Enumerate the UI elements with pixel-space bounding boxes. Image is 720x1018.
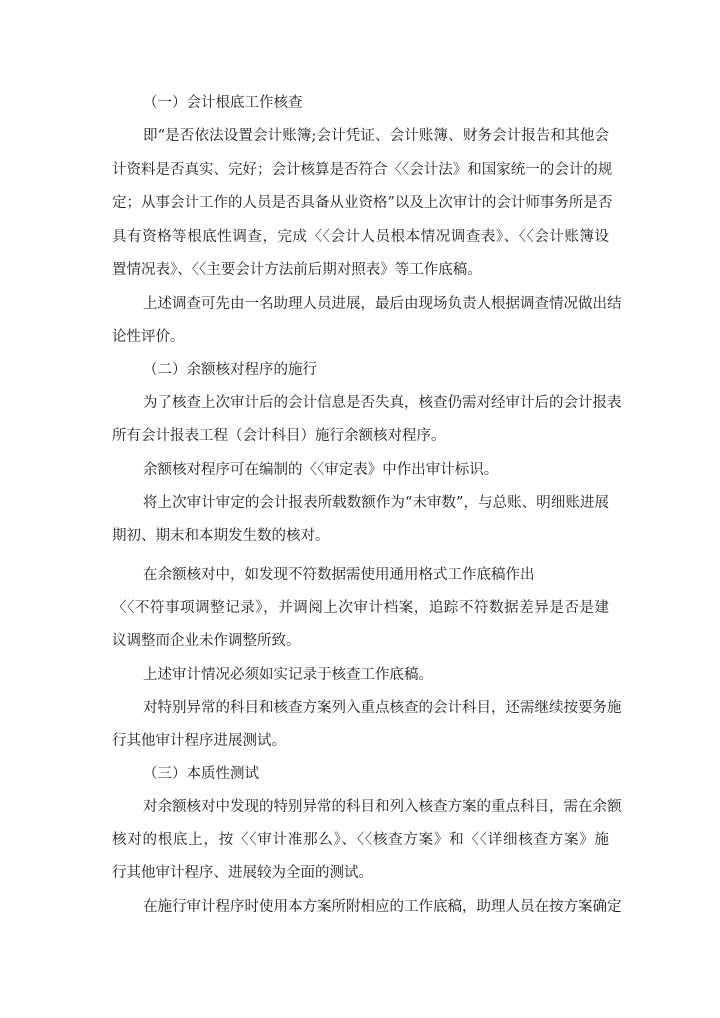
- text-line: 核对的根底上，按〈〈审计准那么》、〈〈核查方案》和〈〈详细核查方案》施: [112, 832, 609, 848]
- text-line: 上述审计情况必须如实记录于核查工作底稿。: [143, 667, 433, 683]
- text-line: 论性评价。: [112, 329, 185, 345]
- text-line: 行其他审计程序进展测试。: [112, 733, 286, 749]
- text-line: 余额核对程序可在编制的〈〈审定表》中作出审计标识。: [143, 462, 499, 478]
- text-line: 定；从事会计工作的人员是否具备从业资格”以及上次审计的会计师事务所是否: [112, 195, 613, 211]
- text-line: 将上次审计审定的会计报表所载数额作为“未审数”，与总账、明细账进展: [143, 495, 609, 511]
- text-line: 〈〈不符事项调整记录》，并调阅上次审计档案，追踪不符数据差异是否是建: [112, 600, 609, 616]
- text-line: 计资料是否真实、完好；会计核算是否符合〈〈会计法》和国家统一的会计的规: [112, 162, 613, 178]
- text-line: 上述调查可先由一名助理人员进展，最后由现场负责人根据调查情况做出结: [143, 296, 622, 312]
- text-line: 为了核查上次审计后的会计信息是否失真，核查仍需对经审计后的会计报表: [143, 395, 622, 411]
- text-line: 期初、期末和本期发生数的核对。: [112, 528, 330, 544]
- section-heading-2: （二）余额核对程序的施行: [143, 362, 317, 378]
- text-line: 行其他审计程序、进展较为全面的测试。: [112, 865, 373, 881]
- section-heading-3: （三）本质性测试: [143, 766, 259, 782]
- text-line: 所有会计报表工程（会计科目）施行余额核对程序。: [112, 428, 446, 444]
- section-heading-1: （一）会计根底工作核查: [143, 95, 303, 111]
- text-line: 在余额核对中，如发现不符数据需使用通用格式工作底稿作出: [143, 567, 535, 583]
- text-line: 置情况表》、〈〈主要会计方法前后期对照表》等工作底稿。: [112, 262, 482, 278]
- text-line: 对特别异常的科目和核查方案列入重点核查的会计科目，还需继续按要务施: [143, 700, 622, 716]
- text-line: 议调整而企业未作调整所致。: [112, 633, 301, 649]
- text-line: 即“是否依法设置会计账簿;会计凭证、会计账簿、财务会计报告和其他会: [143, 128, 609, 144]
- text-line: 具有资格等根底性调查，完成〈〈会计人员根本情况调查表》、〈〈会计账簿设: [112, 229, 609, 245]
- text-line: 在施行审计程序时使用本方案所附相应的工作底稿，助理人员在按方案确定: [143, 899, 622, 915]
- text-line: 对余额核对中发现的特别异常的科目和列入核查方案的重点科目，需在余额: [143, 799, 622, 815]
